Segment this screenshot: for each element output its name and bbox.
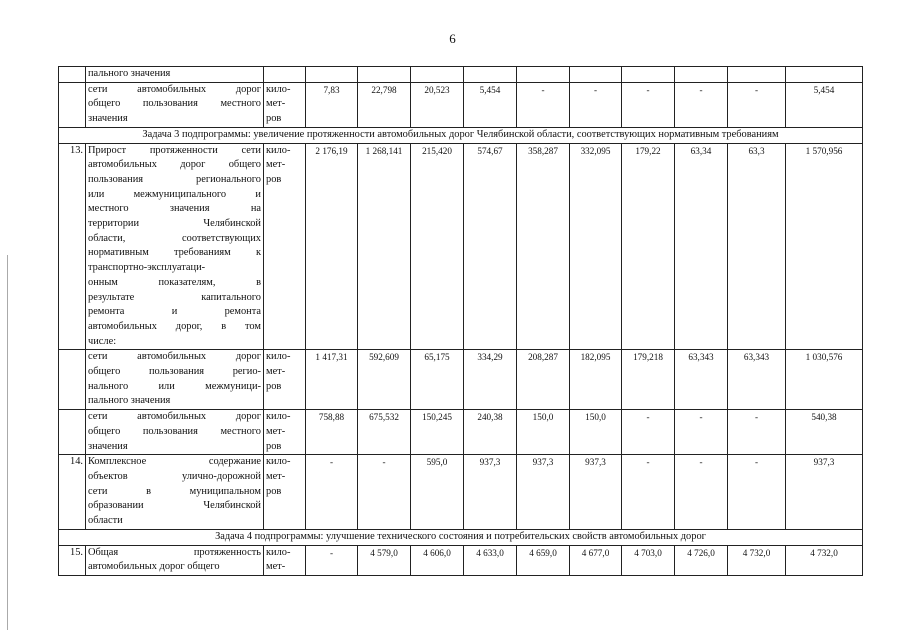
- value-cell: [358, 67, 411, 83]
- unit-line: кило-: [266, 83, 291, 95]
- value-cell: 1 417,31: [306, 350, 358, 410]
- value-cell: 215,420: [411, 143, 464, 350]
- unit-line: кило-: [266, 351, 291, 363]
- value-cell: 758,88: [306, 410, 358, 455]
- value-cell: -: [622, 82, 675, 127]
- description-line: Прирост протяженности сети: [88, 144, 261, 156]
- value-cell: 150,0: [570, 410, 622, 455]
- value-cell: -: [675, 410, 728, 455]
- task-row: [59, 529, 863, 545]
- description-line: образовании Челябинской: [88, 500, 261, 512]
- value-cell: 150,0: [517, 410, 570, 455]
- table-body: [59, 67, 863, 576]
- value-cell: 4 703,0: [622, 545, 675, 575]
- value-cell: [570, 67, 622, 83]
- description-line: числе:: [88, 335, 117, 347]
- row-description: [86, 82, 264, 127]
- row-index: [59, 350, 86, 410]
- table-row: [59, 455, 863, 530]
- row-description: [86, 455, 264, 530]
- table-row: [59, 350, 863, 410]
- value-cell: [517, 67, 570, 83]
- value-cell: 1 030,576: [786, 350, 863, 410]
- table-row: [59, 82, 863, 127]
- value-cell: -: [728, 82, 786, 127]
- row-index: [59, 67, 86, 83]
- unit-line: мет-: [266, 159, 286, 171]
- unit-line: мет-: [266, 425, 286, 437]
- description-line: территории Челябинской: [88, 218, 261, 230]
- row-unit: [264, 143, 306, 350]
- indicators-table: [58, 66, 863, 576]
- description-line: Комплексное содержание: [88, 456, 261, 468]
- value-cell: 574,67: [464, 143, 517, 350]
- task-row: [59, 127, 863, 143]
- description-line: транспортно-эксплуатаци-: [88, 262, 206, 274]
- value-cell: 4 633,0: [464, 545, 517, 575]
- unit-line: кило-: [266, 456, 291, 468]
- description-line: автомобильных дорог, в том: [88, 320, 261, 332]
- value-cell: [622, 67, 675, 83]
- value-cell: 179,22: [622, 143, 675, 350]
- table-row: [59, 67, 863, 83]
- value-cell: -: [358, 455, 411, 530]
- value-cell: 332,095: [570, 143, 622, 350]
- unit-line: мет-: [266, 470, 286, 482]
- description-line: онным показателям, в: [88, 276, 261, 288]
- row-description: [86, 350, 264, 410]
- task-heading: Задача 3 подпрограммы: увеличение протяженности автомобильных дорог Челябинской области, соответствующих нормативным требованиям: [59, 127, 863, 143]
- value-cell: 63,343: [675, 350, 728, 410]
- value-cell: [306, 67, 358, 83]
- value-cell: 179,218: [622, 350, 675, 410]
- value-cell: -: [306, 455, 358, 530]
- description-line: Общая протяженность: [88, 546, 261, 558]
- description-line: сети автомобильных дорог: [88, 83, 261, 95]
- row-index: [59, 82, 86, 127]
- unit-line: ров: [266, 485, 282, 497]
- value-cell: 63,343: [728, 350, 786, 410]
- value-cell: 5,454: [786, 82, 863, 127]
- value-cell: 4 606,0: [411, 545, 464, 575]
- value-cell: 334,29: [464, 350, 517, 410]
- value-cell: 65,175: [411, 350, 464, 410]
- row-unit: [264, 67, 306, 83]
- unit-line: ров: [266, 440, 282, 452]
- value-cell: 63,34: [675, 143, 728, 350]
- unit-line: ров: [266, 113, 282, 125]
- value-cell: 937,3: [464, 455, 517, 530]
- value-cell: 358,287: [517, 143, 570, 350]
- row-index: 15.: [59, 545, 86, 575]
- value-cell: 22,798: [358, 82, 411, 127]
- value-cell: -: [728, 455, 786, 530]
- description-line: пользования регионального: [88, 173, 261, 185]
- description-line: результате капитального: [88, 291, 261, 303]
- row-index: 14.: [59, 455, 86, 530]
- value-cell: [728, 67, 786, 83]
- row-index: [59, 410, 86, 455]
- row-description: [86, 410, 264, 455]
- value-cell: [675, 67, 728, 83]
- value-cell: 63,3: [728, 143, 786, 350]
- value-cell: 937,3: [786, 455, 863, 530]
- table-row: [59, 410, 863, 455]
- value-cell: -: [675, 455, 728, 530]
- unit-line: мет-: [266, 366, 286, 378]
- description-line: сети в муниципальном: [88, 485, 261, 497]
- value-cell: -: [728, 410, 786, 455]
- row-index: 13.: [59, 143, 86, 350]
- value-cell: 595,0: [411, 455, 464, 530]
- description-line: сети автомобильных дорог: [88, 411, 261, 423]
- row-description: [86, 67, 264, 83]
- value-cell: 675,532: [358, 410, 411, 455]
- value-cell: 937,3: [517, 455, 570, 530]
- description-line: объектов улично-дорожной: [88, 470, 261, 482]
- task-heading: Задача 4 подпрограммы: улучшение технического состояния и потребительских свойств автомобильных дорог: [59, 529, 863, 545]
- description-line: нального или межмуници-: [88, 380, 261, 392]
- value-cell: -: [622, 410, 675, 455]
- unit-line: кило-: [266, 546, 291, 558]
- description-line: общего пользования местного: [88, 98, 261, 110]
- value-cell: 150,245: [411, 410, 464, 455]
- unit-line: кило-: [266, 411, 291, 423]
- description-line: области, соответствующих: [88, 232, 261, 244]
- value-cell: -: [622, 455, 675, 530]
- value-cell: -: [675, 82, 728, 127]
- row-unit: [264, 82, 306, 127]
- value-cell: 1 570,956: [786, 143, 863, 350]
- row-unit: [264, 410, 306, 455]
- value-cell: 240,38: [464, 410, 517, 455]
- table-row: [59, 143, 863, 350]
- value-cell: 5,454: [464, 82, 517, 127]
- value-cell: 4 732,0: [728, 545, 786, 575]
- value-cell: -: [306, 545, 358, 575]
- description-line: области: [88, 515, 123, 527]
- unit-line: кило-: [266, 144, 291, 156]
- description-line: местного значения на: [88, 203, 261, 215]
- unit-line: мет-: [266, 561, 286, 573]
- description-line: ремонта и ремонта: [88, 306, 261, 318]
- description-line: пального значения: [88, 395, 171, 407]
- value-cell: 937,3: [570, 455, 622, 530]
- value-cell: 2 176,19: [306, 143, 358, 350]
- row-description: [86, 545, 264, 575]
- value-cell: 540,38: [786, 410, 863, 455]
- description-line: автомобильных дорог общего: [88, 561, 220, 573]
- row-unit: [264, 350, 306, 410]
- value-cell: -: [570, 82, 622, 127]
- description-line: сети автомобильных дорог: [88, 351, 261, 363]
- value-cell: [464, 67, 517, 83]
- value-cell: 4 677,0: [570, 545, 622, 575]
- description-line: значения: [88, 113, 128, 125]
- row-description: [86, 143, 264, 350]
- value-cell: [411, 67, 464, 83]
- table-row: [59, 545, 863, 575]
- row-unit: [264, 545, 306, 575]
- description-line: пального значения: [88, 68, 171, 79]
- page-number: 6: [449, 31, 456, 46]
- description-line: значения: [88, 440, 128, 452]
- value-cell: 208,287: [517, 350, 570, 410]
- value-cell: 592,609: [358, 350, 411, 410]
- value-cell: [786, 67, 863, 83]
- unit-line: мет-: [266, 98, 286, 110]
- scan-edge-line: [7, 255, 8, 630]
- description-line: общего пользования регио-: [88, 366, 261, 378]
- row-unit: [264, 455, 306, 530]
- unit-line: ров: [266, 380, 282, 392]
- value-cell: -: [517, 82, 570, 127]
- unit-line: ров: [266, 173, 282, 185]
- description-line: автомобильных дорог общего: [88, 159, 261, 171]
- value-cell: 4 579,0: [358, 545, 411, 575]
- value-cell: 4 732,0: [786, 545, 863, 575]
- value-cell: 1 268,141: [358, 143, 411, 350]
- description-line: общего пользования местного: [88, 425, 261, 437]
- value-cell: 20,523: [411, 82, 464, 127]
- value-cell: 182,095: [570, 350, 622, 410]
- value-cell: 4 659,0: [517, 545, 570, 575]
- description-line: или межмуниципального и: [88, 188, 261, 200]
- description-line: нормативным требованиям к: [88, 247, 261, 259]
- value-cell: 4 726,0: [675, 545, 728, 575]
- value-cell: 7,83: [306, 82, 358, 127]
